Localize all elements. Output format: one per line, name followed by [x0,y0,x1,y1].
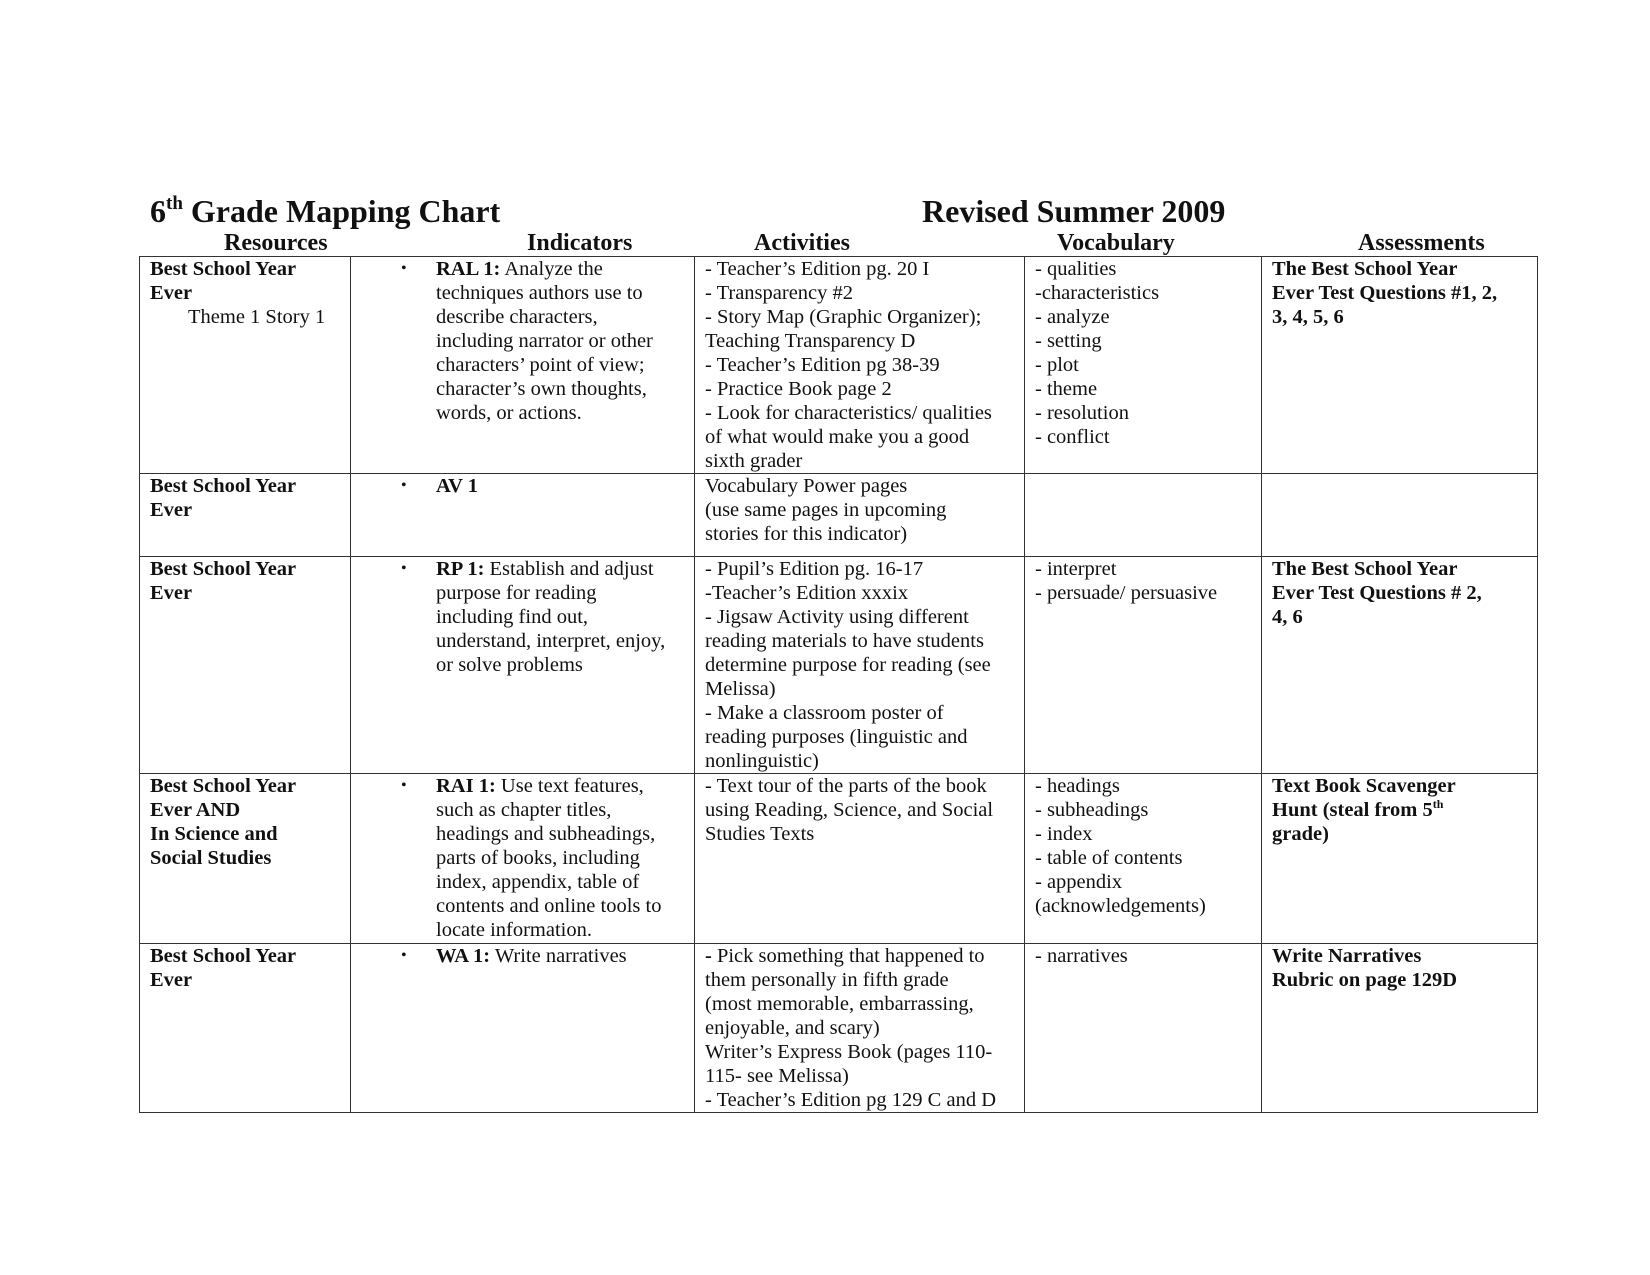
activity-text: - Practice Book page 2 [705,378,892,400]
vocabulary-cell [1025,944,1262,1113]
vocabulary-term: - analyze [1035,306,1110,328]
vocabulary-cell [1025,774,1262,944]
indicator-text: headings and subheadings, [436,823,656,845]
activity-text: enjoyable, and scary) [705,1017,880,1039]
resource-text: In Science and [150,823,278,845]
resource-text: Best School Year [150,945,297,967]
resource-text: Social Studies [150,847,272,869]
resource-text: Best School Year [150,475,297,497]
assessment-text: Ever Test Questions # 2, [1272,582,1482,604]
activities-cell [695,944,1025,1113]
indicator-code: RP 1: [436,558,485,580]
indicators-cell [351,774,695,944]
vocabulary-term: - headings [1035,775,1120,797]
indicator-item [361,257,684,425]
table-row [140,944,1538,1113]
indicator-text: understand, interpret, enjoy, [436,630,666,652]
column-header-vocabulary: Vocabulary [1057,230,1175,256]
indicator-code: AV 1 [436,475,478,497]
resource-text: Best School Year [150,558,297,580]
resources-cell [140,257,351,474]
indicator-text: including find out, [436,606,589,628]
column-header-activities: Activities [754,230,850,256]
assessment-text: The Best School Year [1272,558,1458,580]
vocabulary-term: - conflict [1035,426,1110,448]
activity-text: - Teacher’s Edition pg. 20 I [705,258,930,280]
indicator-text: character’s own thoughts, [436,378,647,400]
resource-text: Best School Year [150,258,297,280]
vocabulary-term: - interpret [1035,558,1117,580]
indicators-cell [351,257,695,474]
indicator-text: index, appendix, table of [436,871,640,893]
activity-text: sixth grader [705,450,803,472]
activities-cell [695,557,1025,774]
vocabulary-term: - plot [1035,354,1079,376]
resource-text: Ever [150,499,193,521]
activity-text: them personally in fifth grade [705,969,949,991]
bullet-icon: • [401,477,407,494]
assessment-text: Write Narratives [1272,945,1422,967]
activity-text: Teaching Transparency D [705,330,916,352]
vocabulary-term: - index [1035,823,1093,845]
indicator-text: Use text features, [495,775,644,797]
indicator-text: Analyze the [500,258,603,280]
bullet-icon: • [401,260,407,277]
vocabulary-term: - persuade/ persuasive [1035,582,1218,604]
assessment-text: 4, 6 [1272,606,1303,628]
assessment-text: Text Book Scavenger [1272,775,1456,797]
activity-text: - Pick something that happened to [705,945,985,967]
resource-text: Ever [150,582,193,604]
activity-text: (most memorable, embarrassing, [705,993,974,1015]
vocabulary-term: - narratives [1035,945,1128,967]
indicator-text: describe characters, [436,306,598,328]
assessments-cell [1262,774,1538,944]
indicators-cell [351,474,695,557]
indicator-item [361,774,684,942]
bullet-icon: • [401,947,407,964]
activity-text: stories for this indicator) [705,523,908,545]
activities-cell [695,257,1025,474]
activity-text: - Text tour of the parts of the book [705,775,987,797]
assessment-text: Hunt (steal from 5th [1272,797,1444,821]
indicator-text: techniques authors use to [436,282,643,304]
vocabulary-term: (acknowledgements) [1035,895,1206,917]
resource-text: Ever [150,282,193,304]
activity-text: Writer’s Express Book (pages 110- [705,1041,993,1063]
activity-text: of what would make you a good [705,426,970,448]
indicator-text: including narrator or other [436,330,653,352]
activities-cell [695,774,1025,944]
assessment-text: The Best School Year [1272,258,1458,280]
table-row [140,257,1538,474]
table-row [140,474,1538,557]
column-header-indicators: Indicators [527,230,633,256]
activity-text: - Teacher’s Edition pg 129 C and D [705,1089,997,1111]
activity-text: 115- see Melissa) [705,1065,849,1087]
assessment-text: grade) [1272,823,1329,845]
indicator-item [361,944,684,968]
assessments-cell [1262,257,1538,474]
vocabulary-term: - qualities [1035,258,1117,280]
table-row [140,774,1538,944]
vocabulary-term: - resolution [1035,402,1129,424]
indicator-text: such as chapter titles, [436,799,612,821]
resources-cell [140,557,351,774]
bullet-icon: • [401,777,407,794]
activity-text: reading materials to have students [705,630,984,652]
activity-text: nonlinguistic) [705,750,819,772]
mapping-table [139,256,1538,1113]
indicator-item [361,557,684,677]
indicator-text: purpose for reading [436,582,597,604]
activity-text: Studies Texts [705,823,815,845]
indicator-text: parts of books, including [436,847,640,869]
activity-text: - Look for characteristics/ qualities [705,402,992,424]
resource-text: Ever [150,969,193,991]
activity-text: -Teacher’s Edition xxxix [705,582,909,604]
assessments-cell [1262,557,1538,774]
vocabulary-term: - theme [1035,378,1098,400]
assessment-text: 3, 4, 5, 6 [1272,306,1344,328]
activity-text: - Jigsaw Activity using different [705,606,969,628]
column-header-assessments: Assessments [1358,230,1485,256]
indicator-text: locate information. [436,919,592,941]
activity-text: - Transparency #2 [705,282,854,304]
resource-text: Ever AND [150,799,241,821]
resources-cell [140,774,351,944]
vocabulary-cell [1025,557,1262,774]
indicator-text: Write narratives [490,945,627,967]
indicator-code: RAL 1: [436,258,501,280]
activity-text: Vocabulary Power pages [705,475,908,497]
vocabulary-term: - subheadings [1035,799,1149,821]
vocabulary-term: - table of contents [1035,847,1183,869]
indicator-code: WA 1: [436,945,491,967]
activity-text: - Story Map (Graphic Organizer); [705,306,982,328]
vocabulary-cell [1025,257,1262,474]
activity-text: Melissa) [705,678,776,700]
vocabulary-cell [1025,474,1262,557]
activity-text: - Teacher’s Edition pg 38-39 [705,354,940,376]
table-row [140,557,1538,774]
activity-text: reading purposes (linguistic and [705,726,968,748]
bullet-icon: • [401,560,407,577]
revised-date: Revised Summer 2009 [922,193,1226,229]
page-title: 6th Grade Mapping Chart [150,193,501,229]
activity-text: - Pupil’s Edition pg. 16-17 [705,558,924,580]
indicator-item [361,474,684,498]
resource-subtitle: Theme 1 Story 1 [188,306,326,328]
assessments-cell [1262,944,1538,1113]
column-header-resources: Resources [224,230,328,256]
assessment-text: Ever Test Questions #1, 2, [1272,282,1498,304]
indicator-text: or solve problems [436,654,583,676]
assessments-cell [1262,474,1538,557]
activity-text: using Reading, Science, and Social [705,799,994,821]
activity-text: determine purpose for reading (see [705,654,991,676]
assessment-text: Rubric on page 129D [1272,969,1458,991]
resources-cell [140,474,351,557]
indicator-text: contents and online tools to [436,895,662,917]
indicator-text: Establish and adjust [484,558,654,580]
vocabulary-term: - setting [1035,330,1102,352]
vocabulary-term: - appendix [1035,871,1123,893]
indicators-cell [351,557,695,774]
activities-cell [695,474,1025,557]
indicator-code: RAI 1: [436,775,496,797]
activity-text: (use same pages in upcoming [705,499,947,521]
indicators-cell [351,944,695,1113]
activity-text: - Make a classroom poster of [705,702,944,724]
resources-cell [140,944,351,1113]
resource-text: Best School Year [150,775,297,797]
indicator-text: words, or actions. [436,402,582,424]
vocabulary-term: -characteristics [1035,282,1160,304]
indicator-text: characters’ point of view; [436,354,645,376]
